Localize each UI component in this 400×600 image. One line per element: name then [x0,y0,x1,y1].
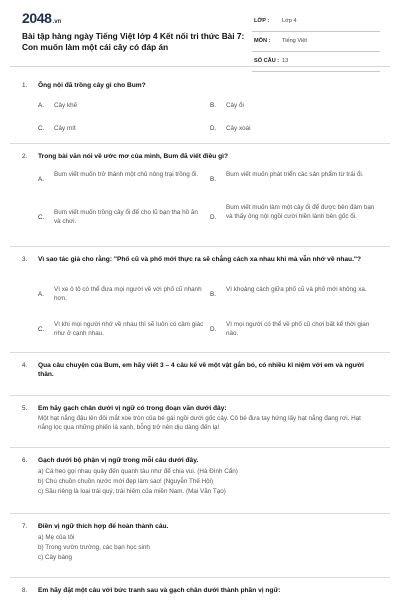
question-divider [10,447,390,448]
question-text: Em hãy đặt một câu với bức tranh sau và gạch chân dưới thành phần vị ngữ: [38,587,281,594]
fill-line: c) Cây bàng [38,554,72,561]
worksheet-title: Bài tập hàng ngày Tiếng Việt lớp 4 Kết nối tri thức Bài 7: Con muốn làm một cái cây có đáp án [22,31,245,52]
question-number: 4. [22,362,28,369]
meta-label: LỚP : [254,18,270,24]
question-text: Vì sao tác giả cho rằng: "Phố cũ và phố mới thực ra sẽ chẳng cách xa nhau khi mà vẫn nhớ về nhau."? [38,256,362,263]
option-a[interactable] [38,285,208,307]
question-text: Gạch dưới bộ phận vị ngữ trong mỗi câu dưới đây. [38,457,199,464]
option-c[interactable] [38,208,208,230]
option-d[interactable] [210,124,380,136]
question-2 [0,150,400,245]
meta-row-question-count [252,52,380,72]
option-text: Vì khoảng cách giữa phố cũ và phố mới không xa. [226,286,367,293]
option-letter: D. [210,125,217,132]
question-number: 5. [22,405,28,412]
site-logo[interactable] [22,10,61,26]
meta-row-subject [252,32,380,52]
logo-brand: 2048 [22,10,52,26]
option-letter: B. [210,176,216,183]
passage-text: Một hạt nắng đậu lên đôi mắt xoe tròn của bé gái ngồi dưới gốc cây. Cô bé đưa tay hứng lấy hạt nắng đang rơi. Hạt nắng lọc qua những phiến lá xanh, bỗng trở nên dịu dàng đến lạ! [38,415,361,431]
option-text: Cây xoài [226,125,251,132]
sentence-line: b) Chú chuồn chuồn nước mới đẹp làm sao! (Nguyễn Thế Hội) [38,478,214,485]
question-number: 2. [22,153,28,160]
meta-value: 13 [282,58,289,64]
option-text: Bum viết muốn phát triển các sản phẩm từ trái ổi. [226,171,364,178]
option-a[interactable] [38,101,208,113]
question-text: Ông nội đã trồng cây gì cho Bum? [38,82,146,89]
question-divider [10,513,390,514]
question-text: Qua câu chuyện của Bum, em hãy viết 3 – 4 câu kể về một vật gắn bó, có nhiều kỉ niệm với em và người thân. [38,362,364,379]
fill-line: b) Trong vườn trường, các bạn học sinh [38,544,150,551]
question-4 [0,359,400,395]
question-number: 3. [22,256,28,263]
option-b[interactable] [210,170,380,192]
option-c[interactable] [38,124,208,136]
question-number: 6. [22,457,28,464]
option-b[interactable] [210,285,380,307]
question-divider [10,352,390,353]
header-divider [10,66,390,67]
meta-value: Tiếng Việt [282,38,307,44]
option-text: Cây ổi [226,102,244,109]
sentence-line: c) Sầu riêng là loại trái quý, trái hiếm của miền Nam. (Mai Văn Tạo) [38,488,226,495]
option-b[interactable] [210,101,380,113]
meta-row-grade [252,12,380,32]
meta-label: SỐ CÂU : [254,58,280,64]
question-number: 7. [22,523,28,530]
option-letter: B. [210,102,216,109]
question-7 [0,520,400,570]
option-letter: A. [38,176,44,183]
question-divider [10,395,390,396]
option-d[interactable] [210,203,380,235]
option-letter: C. [38,125,45,132]
meta-value: Lớp 4 [282,18,297,24]
question-number: 1. [22,82,28,89]
worksheet-meta [252,12,380,72]
worksheet-header [0,0,400,68]
option-letter: C. [38,326,45,333]
option-letter: C. [38,214,45,221]
question-1 [0,79,400,149]
question-divider [10,577,390,578]
fill-line: a) Mẹ của tôi [38,534,75,541]
question-8 [0,584,400,600]
option-text: Vì mọi người có thể về phố cũ chơi bất kể thời gian nào. [226,321,370,337]
option-letter: D. [210,214,217,221]
option-text: Vì khi mọi người nhớ về nhau thì sẽ luôn có cảm giác như ở cạnh nhau. [54,321,204,337]
question-divider [10,143,390,144]
option-letter: A. [38,102,44,109]
option-d[interactable] [210,320,380,342]
option-a[interactable] [38,170,208,192]
question-text: Điền vị ngữ thích hợp để hoàn thành câu. [38,523,169,530]
option-text: Vì xe ô tô có thể đưa mọi người về với phố cũ nhanh hơn. [54,286,202,302]
option-letter: B. [210,291,216,298]
question-3 [0,253,400,353]
meta-label: MÔN : [254,38,271,44]
option-letter: D. [210,326,217,333]
sentence-line: a) Cá heo gọi nhau quây đến quanh tàu như để chia vui. (Hà Đình Cẩn) [38,468,238,475]
option-text: Bum viết muốn làm một cây ổi để được bên đám bạn và thấy ông nội ngồi cười hiền lành bên gốc ổi. [226,204,375,220]
option-text: Bum viết muốn trồng cây ổi để cho lũ bạn tha hồ ăn và chơi. [54,209,198,225]
option-letter: A. [38,291,44,298]
option-c[interactable] [38,320,208,342]
question-5 [0,402,400,448]
question-text: Trong bài văn nói về ước mơ của mình, Bum đã viết điều gì? [38,153,229,160]
question-text: Em hãy gạch chân dưới vị ngữ có trong đoạn văn dưới đây: [38,405,227,412]
option-text: Bum viết muốn trở thành một chủ nông trại trồng ổi. [54,171,199,178]
question-number: 8. [22,587,28,594]
question-divider [10,246,390,247]
logo-tld: .vn [52,19,62,25]
option-text: Cây khế [54,102,78,109]
option-text: Cây mít [54,125,76,132]
question-6 [0,454,400,514]
